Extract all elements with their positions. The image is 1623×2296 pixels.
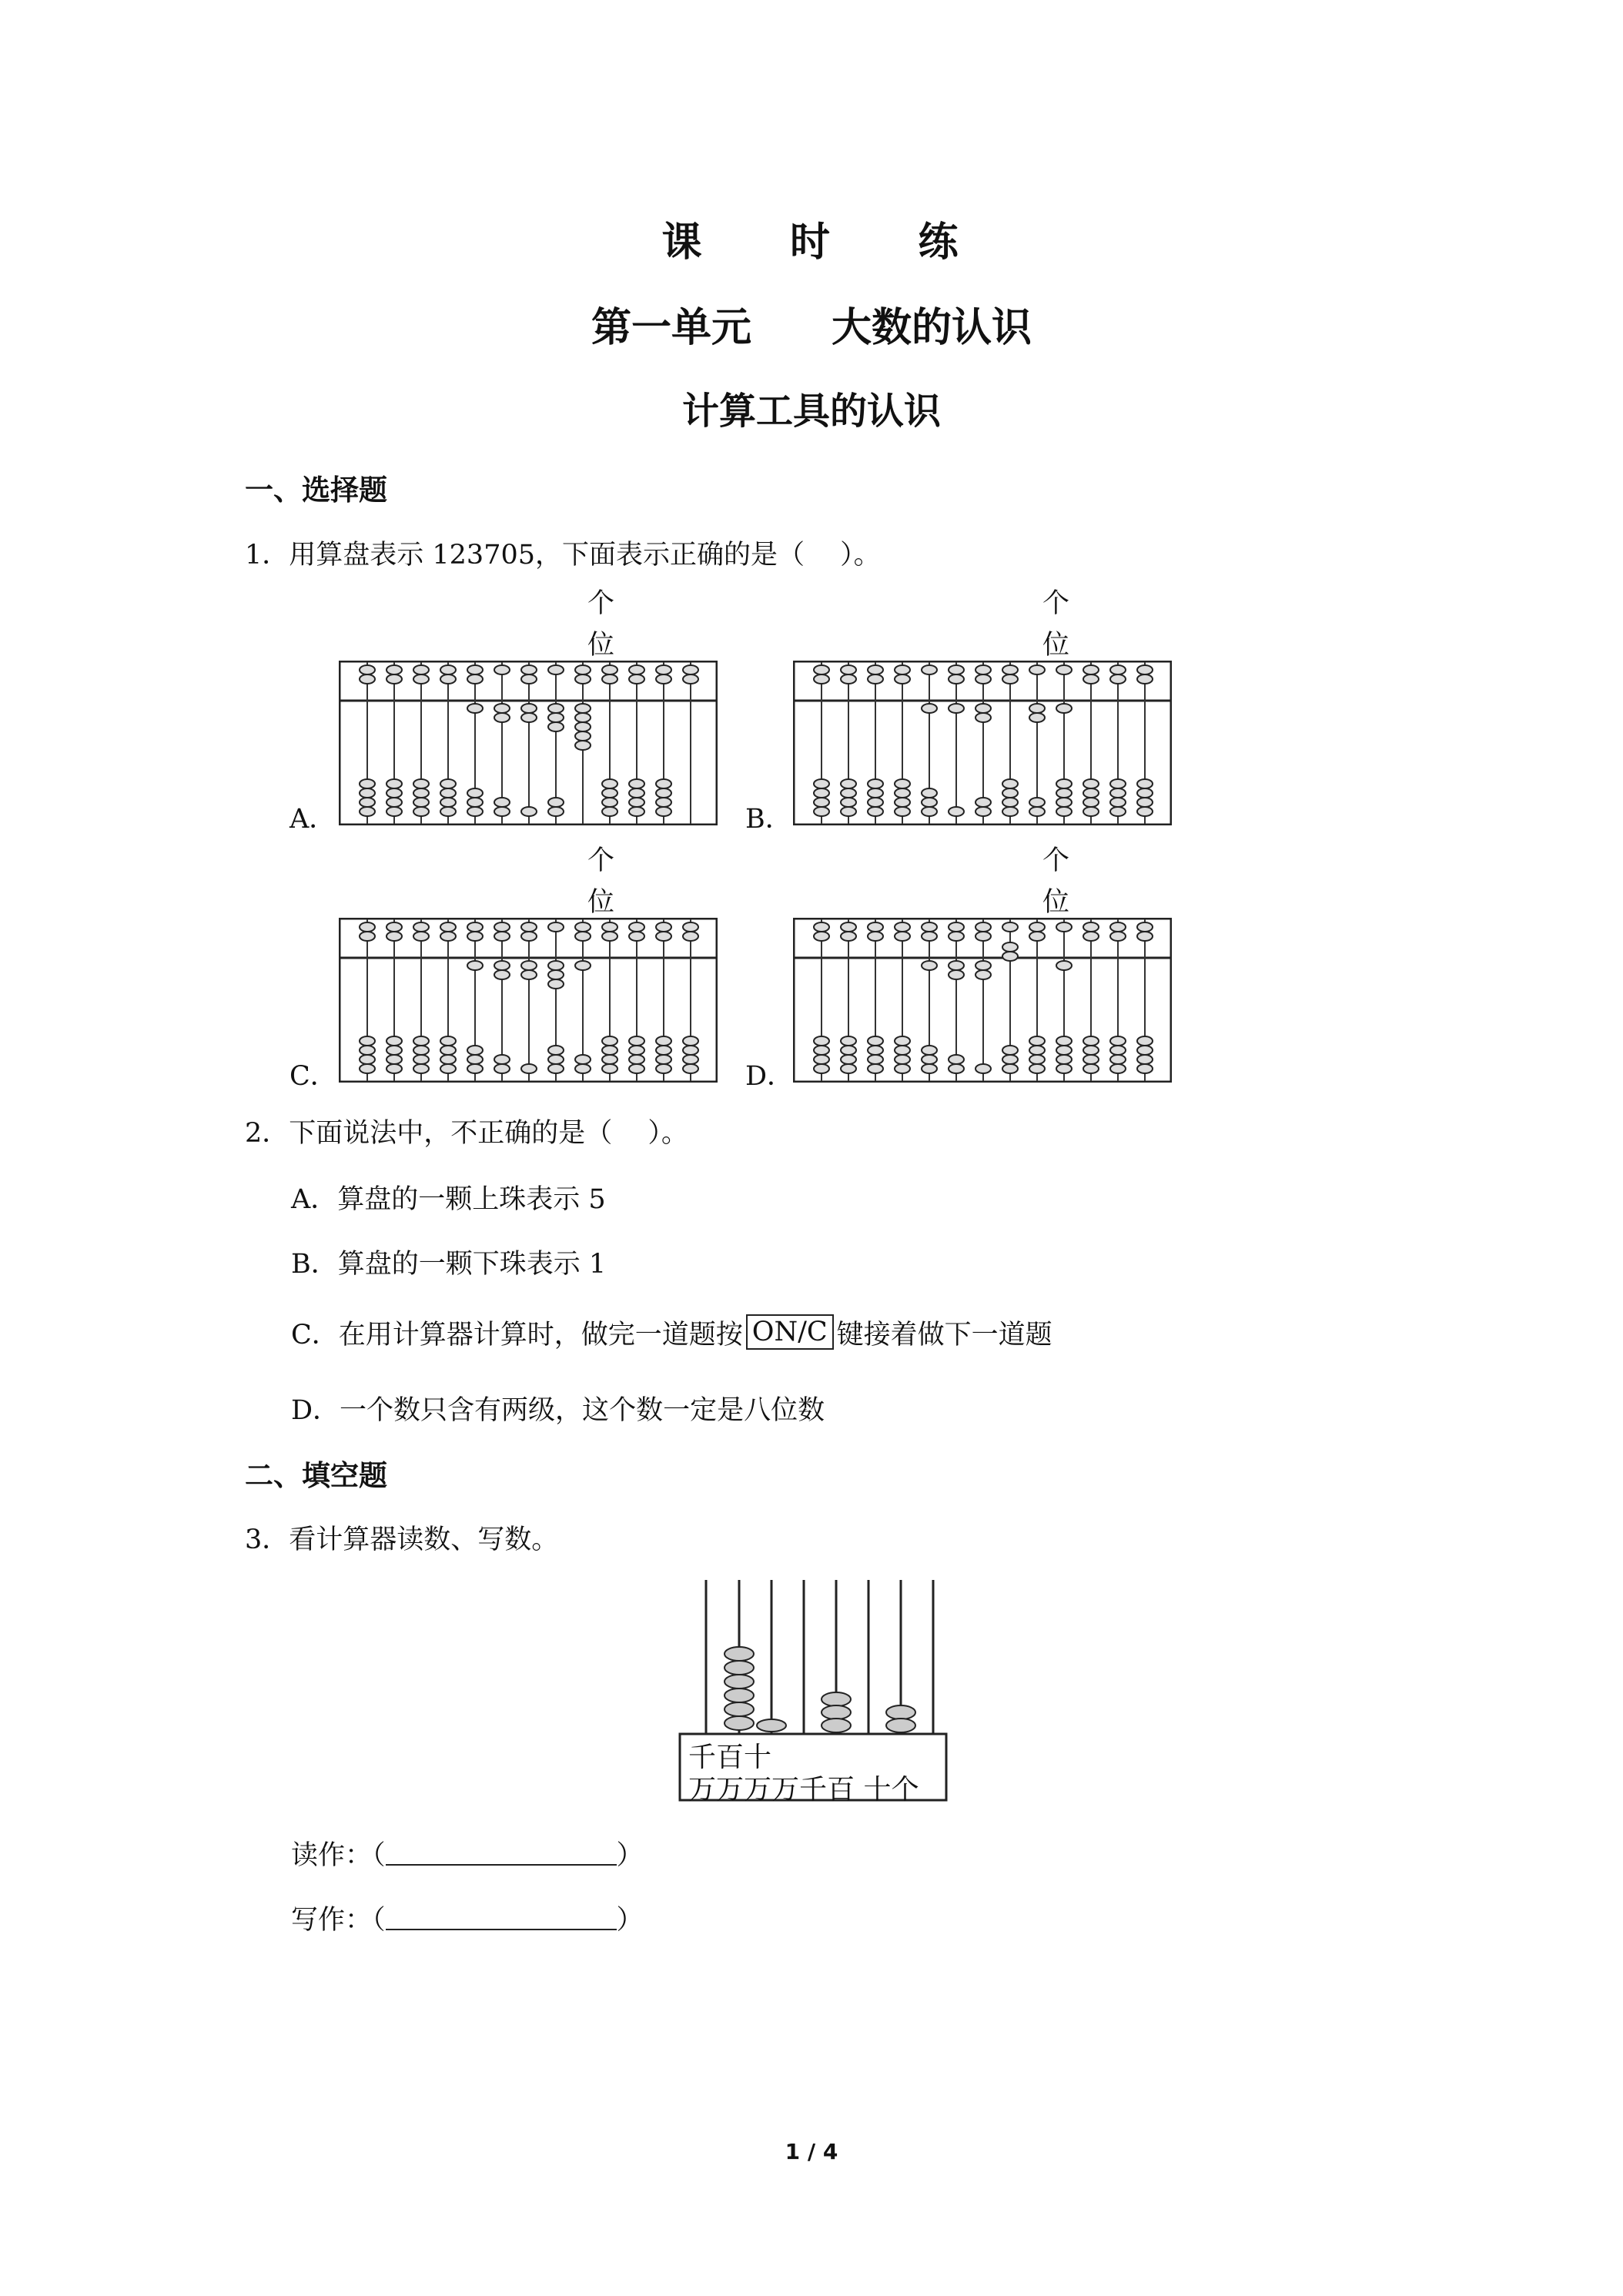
abacus-option-c <box>339 918 718 1083</box>
abacus-option-d <box>793 918 1172 1083</box>
q2-option-c-pre: C．在用计算器计算时，做完一道题按 <box>291 1320 743 1350</box>
ones-marker-a-2: 位 <box>587 630 615 661</box>
place-label: 个 <box>891 1774 919 1806</box>
write-blank[interactable] <box>386 1906 617 1930</box>
place-label: 千 <box>688 1742 717 1773</box>
abacus-option-a <box>339 661 718 825</box>
read-blank[interactable] <box>386 1841 617 1866</box>
ones-marker-d-2: 位 <box>1042 887 1070 918</box>
place-label: 百 <box>716 1742 745 1773</box>
ones-marker-a: 个 <box>587 588 615 619</box>
lesson-title: 计算工具的认识 <box>681 390 941 433</box>
place-label: 万 <box>771 1774 800 1806</box>
read-answer-row[interactable] <box>291 1834 644 1873</box>
place-label: 百 <box>827 1774 855 1806</box>
title-char-2: 时 <box>789 219 833 266</box>
place-label: 十 <box>744 1742 772 1773</box>
write-label: 写作：（ <box>291 1905 386 1936</box>
page-title <box>0 209 1623 267</box>
q2-option-b[interactable]: B．算盘的一颗下珠表示 1 <box>291 1249 607 1280</box>
question-3-text: 3．看计算器读数、写数。 <box>245 1525 559 1555</box>
write-answer-row[interactable] <box>291 1899 644 1937</box>
option-b-label[interactable]: B． <box>745 804 792 835</box>
place-row-2 <box>688 1768 919 1807</box>
section-choice-heading: 一、选择题 <box>245 474 387 507</box>
option-d-label[interactable]: D． <box>745 1061 795 1092</box>
q2-option-d[interactable]: D．一个数只含有两级，这个数一定是八位数 <box>291 1395 825 1426</box>
ones-marker-c: 个 <box>587 845 615 876</box>
place-label: 万 <box>688 1774 717 1806</box>
title-char-1: 课 <box>661 219 705 266</box>
place-label: 千 <box>799 1774 828 1806</box>
ones-marker-c-2: 位 <box>587 887 615 918</box>
read-label: 读作：（ <box>291 1840 386 1871</box>
q2-option-c-post: 键接着做下一道题 <box>836 1320 1052 1350</box>
q2-option-a[interactable]: A．算盘的一颗上珠表示 5 <box>291 1184 606 1215</box>
write-close: ） <box>616 1905 644 1936</box>
unit-title: 第一单元 大数的认识 <box>591 305 1032 351</box>
place-label: 万 <box>744 1774 772 1806</box>
title-char-3: 练 <box>918 219 962 266</box>
question-1-text: 1．用算盘表示 123705，下面表示正确的是（ ）。 <box>245 540 881 571</box>
option-a-label[interactable]: A． <box>289 804 336 835</box>
section-fill-heading: 二、填空题 <box>245 1459 387 1492</box>
question-2-text: 2．下面说法中，不正确的是（ ）。 <box>245 1118 688 1149</box>
page-number: 1 / 4 <box>785 2139 838 2164</box>
ones-marker-d: 个 <box>1042 845 1070 876</box>
read-close: ） <box>616 1840 644 1871</box>
abacus-option-b <box>793 661 1172 825</box>
place-label: 万 <box>716 1774 745 1806</box>
option-c-label[interactable]: C． <box>289 1061 337 1092</box>
ones-marker-b-2: 位 <box>1042 630 1070 661</box>
place-label: 十 <box>863 1774 892 1806</box>
q2-option-c[interactable] <box>291 1314 1052 1352</box>
ones-marker-b: 个 <box>1042 588 1070 619</box>
on-c-key: ON/C <box>746 1314 834 1350</box>
